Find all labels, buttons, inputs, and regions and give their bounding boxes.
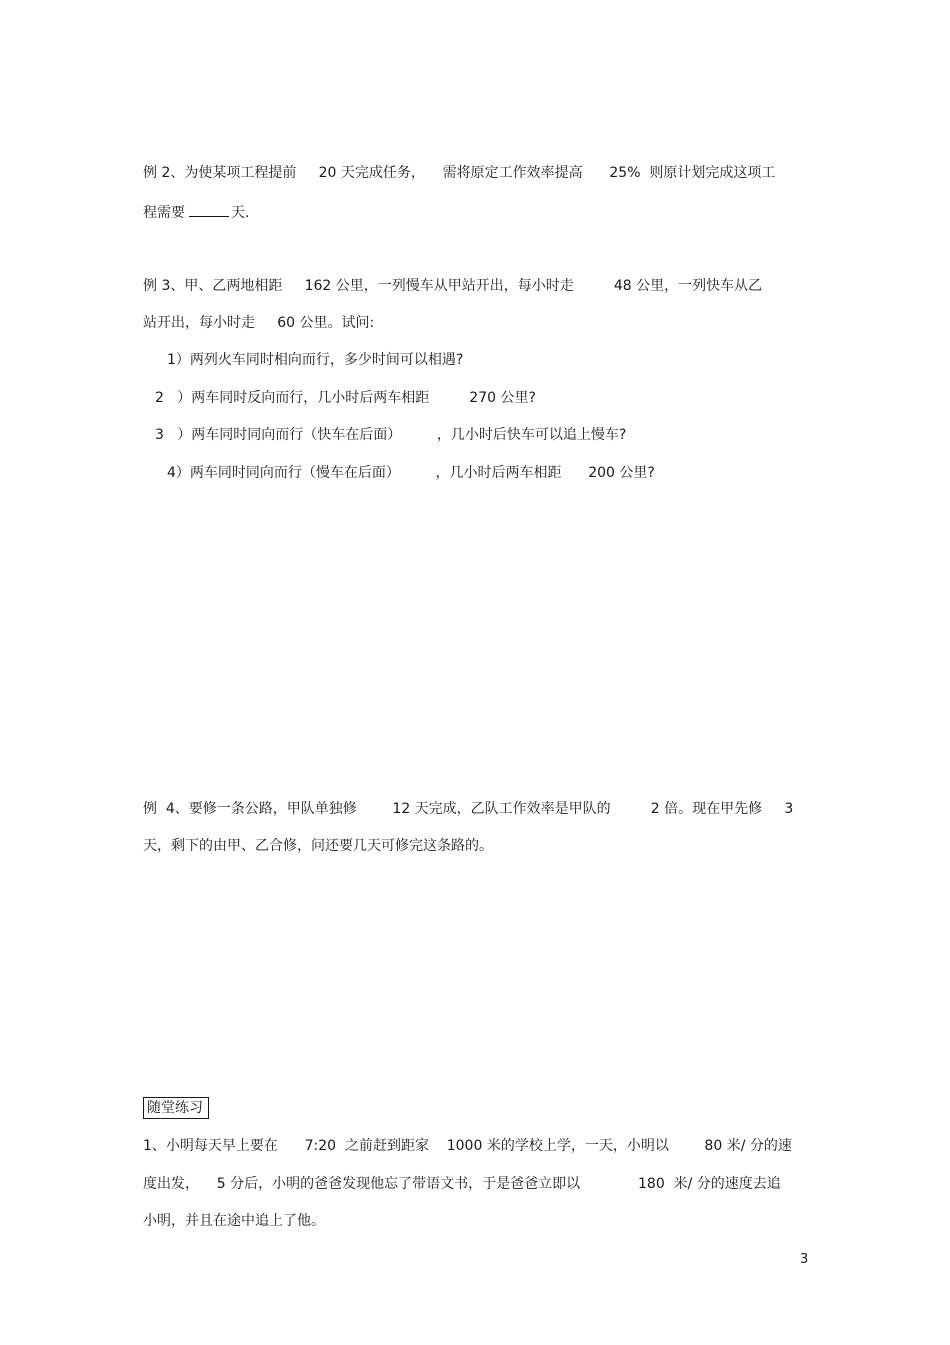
- example-2-line-1: 例 2、为使某项工程提前 20 天完成任务， 需将原定工作效率提高 25% 则原计划完成这项工: [143, 165, 776, 181]
- practice-line-3: 小明，并且在途中追上了他。: [143, 1213, 325, 1229]
- example-2-text-after-blank: 天.: [231, 205, 250, 221]
- page-number: 3: [800, 1252, 809, 1267]
- practice-heading: 随堂练习: [147, 1100, 203, 1116]
- example-4-line-2: 天，剩下的由甲、乙合修，问还要几天可修完这条路的。: [143, 838, 493, 854]
- example-3-question-1: 1）两列火车同时相向而行，多少时间可以相遇?: [167, 352, 464, 368]
- example-3-question-4: 4）两车同时同向而行（慢车在后面） ，几小时后两车相距 200 公里?: [167, 465, 655, 481]
- example-3-line-1: 例 3、甲、乙两地相距 162 公里，一列慢车从甲站开出，每小时走 48 公里，一列快车从乙: [143, 278, 763, 294]
- practice-line-2: 度出发， 5 分后，小明的爸爸发现他忘了带语文书，于是爸爸立即以 180 米/ 分的速度去追: [143, 1176, 781, 1192]
- answer-blank[interactable]: [189, 202, 229, 217]
- example-2-line-2: [143, 202, 249, 220]
- example-3-question-3: 3 ）两车同时同向而行（快车在后面） ，几小时后快车可以追上慢车?: [155, 427, 627, 443]
- practice-heading-box: [143, 1097, 209, 1119]
- example-4-line-1: 例 4、要修一条公路，甲队单独修 12 天完成，乙队工作效率是甲队的 2 倍。现在甲先修 3: [143, 801, 794, 817]
- example-3-question-2: 2 ）两车同时反向而行，几小时后两车相距 270 公里?: [155, 390, 536, 406]
- practice-line-1: 1、小明每天早上要在 7:20 之前赶到距家 1000 米的学校上学，一天，小明以 80 米/ 分的速: [143, 1138, 792, 1154]
- example-3-line-2: 站开出，每小时走 60 公里。试问:: [143, 315, 375, 331]
- example-2-text-before-blank: 程需要: [143, 205, 185, 221]
